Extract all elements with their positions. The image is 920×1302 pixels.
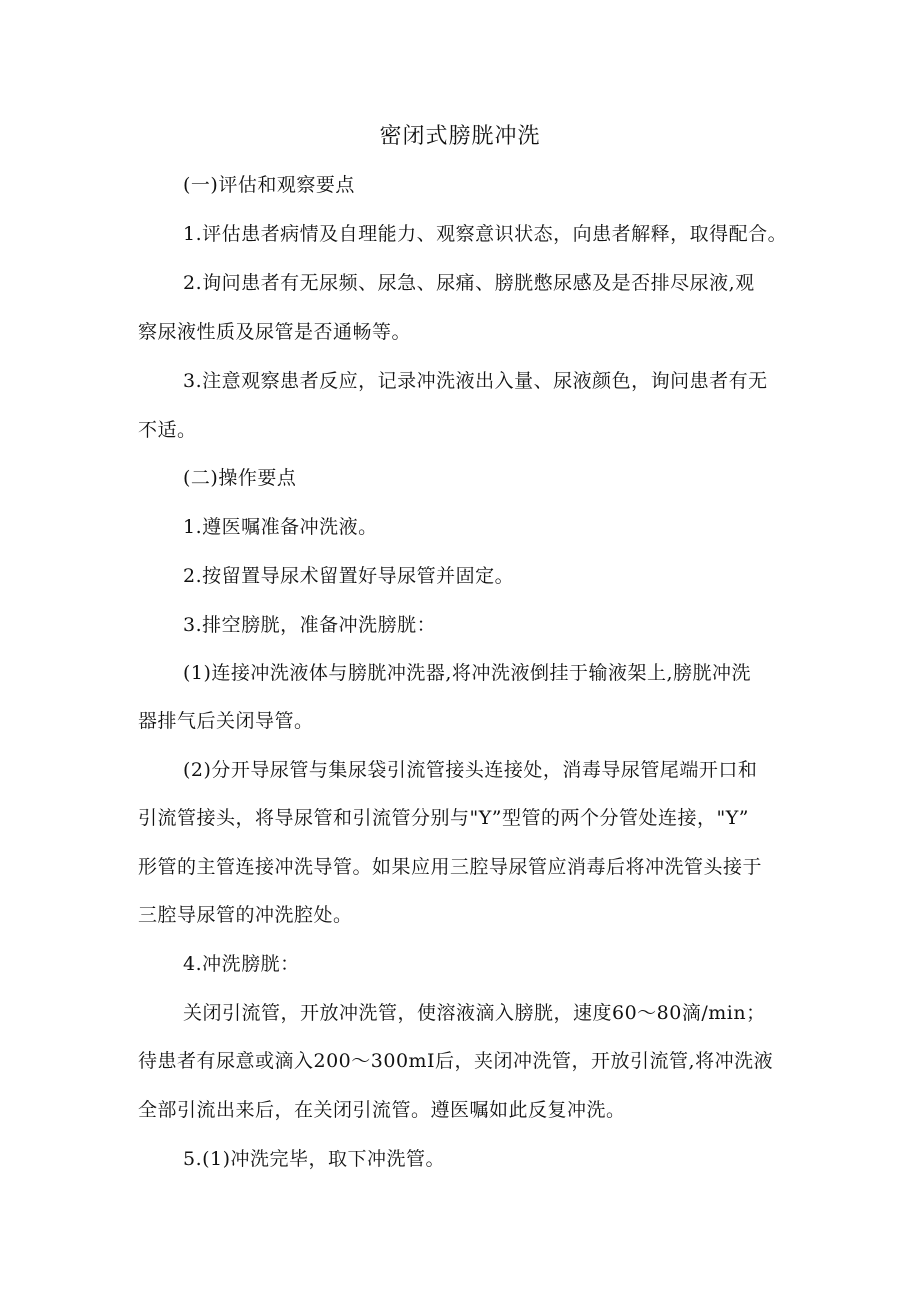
operation-item-2: 2.按留置导尿术留置好导尿管并固定。	[183, 565, 515, 587]
operation-item-4-text-line-3: 全部引流出来后，在关闭引流管。遵医嘱如此反复冲洗。	[138, 1099, 626, 1121]
operation-item-1: 1.遵医嘱准备冲洗液。	[183, 516, 378, 538]
operation-item-3-sub-2-line-3: 形管的主管连接冲洗导管。如果应用三腔导尿管应消毒后将冲洗管头接于	[138, 856, 763, 878]
operation-item-3-sub-1-line-2: 器排气后关闭导管。	[138, 710, 314, 732]
document-title: 密闭式膀胱冲洗	[379, 124, 541, 149]
operation-item-3-sub-1-line-1: (1)连接冲洗液体与膀胱冲洗器,将冲洗液倒挂于输液架上,膀胱冲洗	[183, 662, 751, 684]
operation-item-4: 4.冲洗膀胱：	[183, 953, 300, 975]
assessment-item-2-line-1: 2.询问患者有无尿频、尿急、尿痛、膀胱憋尿感及是否排尽尿液,观	[183, 272, 755, 294]
operation-item-3-sub-2-line-1: (2)分开导尿管与集尿袋引流管接头连接处，消毒导尿管尾端开口和	[183, 759, 758, 781]
assessment-item-3-line-1: 3.注意观察患者反应，记录冲洗液出入量、尿液颜色，询问患者有无	[183, 370, 768, 392]
operation-item-4-text-line-2: 待患者有尿意或滴入200～300mI后，夹闭冲洗管，开放引流管,将冲洗液	[138, 1050, 774, 1072]
operation-item-4-text-line-1: 关闭引流管，开放冲洗管，使溶液滴入膀胱，速度60～80滴/min；	[183, 1002, 766, 1024]
operation-item-5: 5.(1)冲洗完毕，取下冲洗管。	[183, 1148, 446, 1170]
operation-item-3-sub-2-line-4: 三腔导尿管的冲洗腔处。	[138, 904, 353, 926]
operation-item-3-sub-2-line-2: 引流管接头，将导尿管和引流管分别与"Y”型管的两个分管处连接，"Y”	[138, 807, 749, 829]
operation-item-3: 3.排空膀胱，准备冲洗膀胱：	[183, 614, 437, 636]
section-heading-assessment: (一)评估和观察要点	[183, 174, 355, 196]
section-heading-operation: (二)操作要点	[183, 467, 297, 489]
assessment-item-1: 1.评估患者病情及自理能力、观察意识状态，向患者解释，取得配合。	[183, 223, 788, 245]
assessment-item-3-line-2: 不适。	[138, 419, 197, 441]
assessment-item-2-line-2: 察尿液性质及尿管是否通畅等。	[138, 321, 412, 343]
